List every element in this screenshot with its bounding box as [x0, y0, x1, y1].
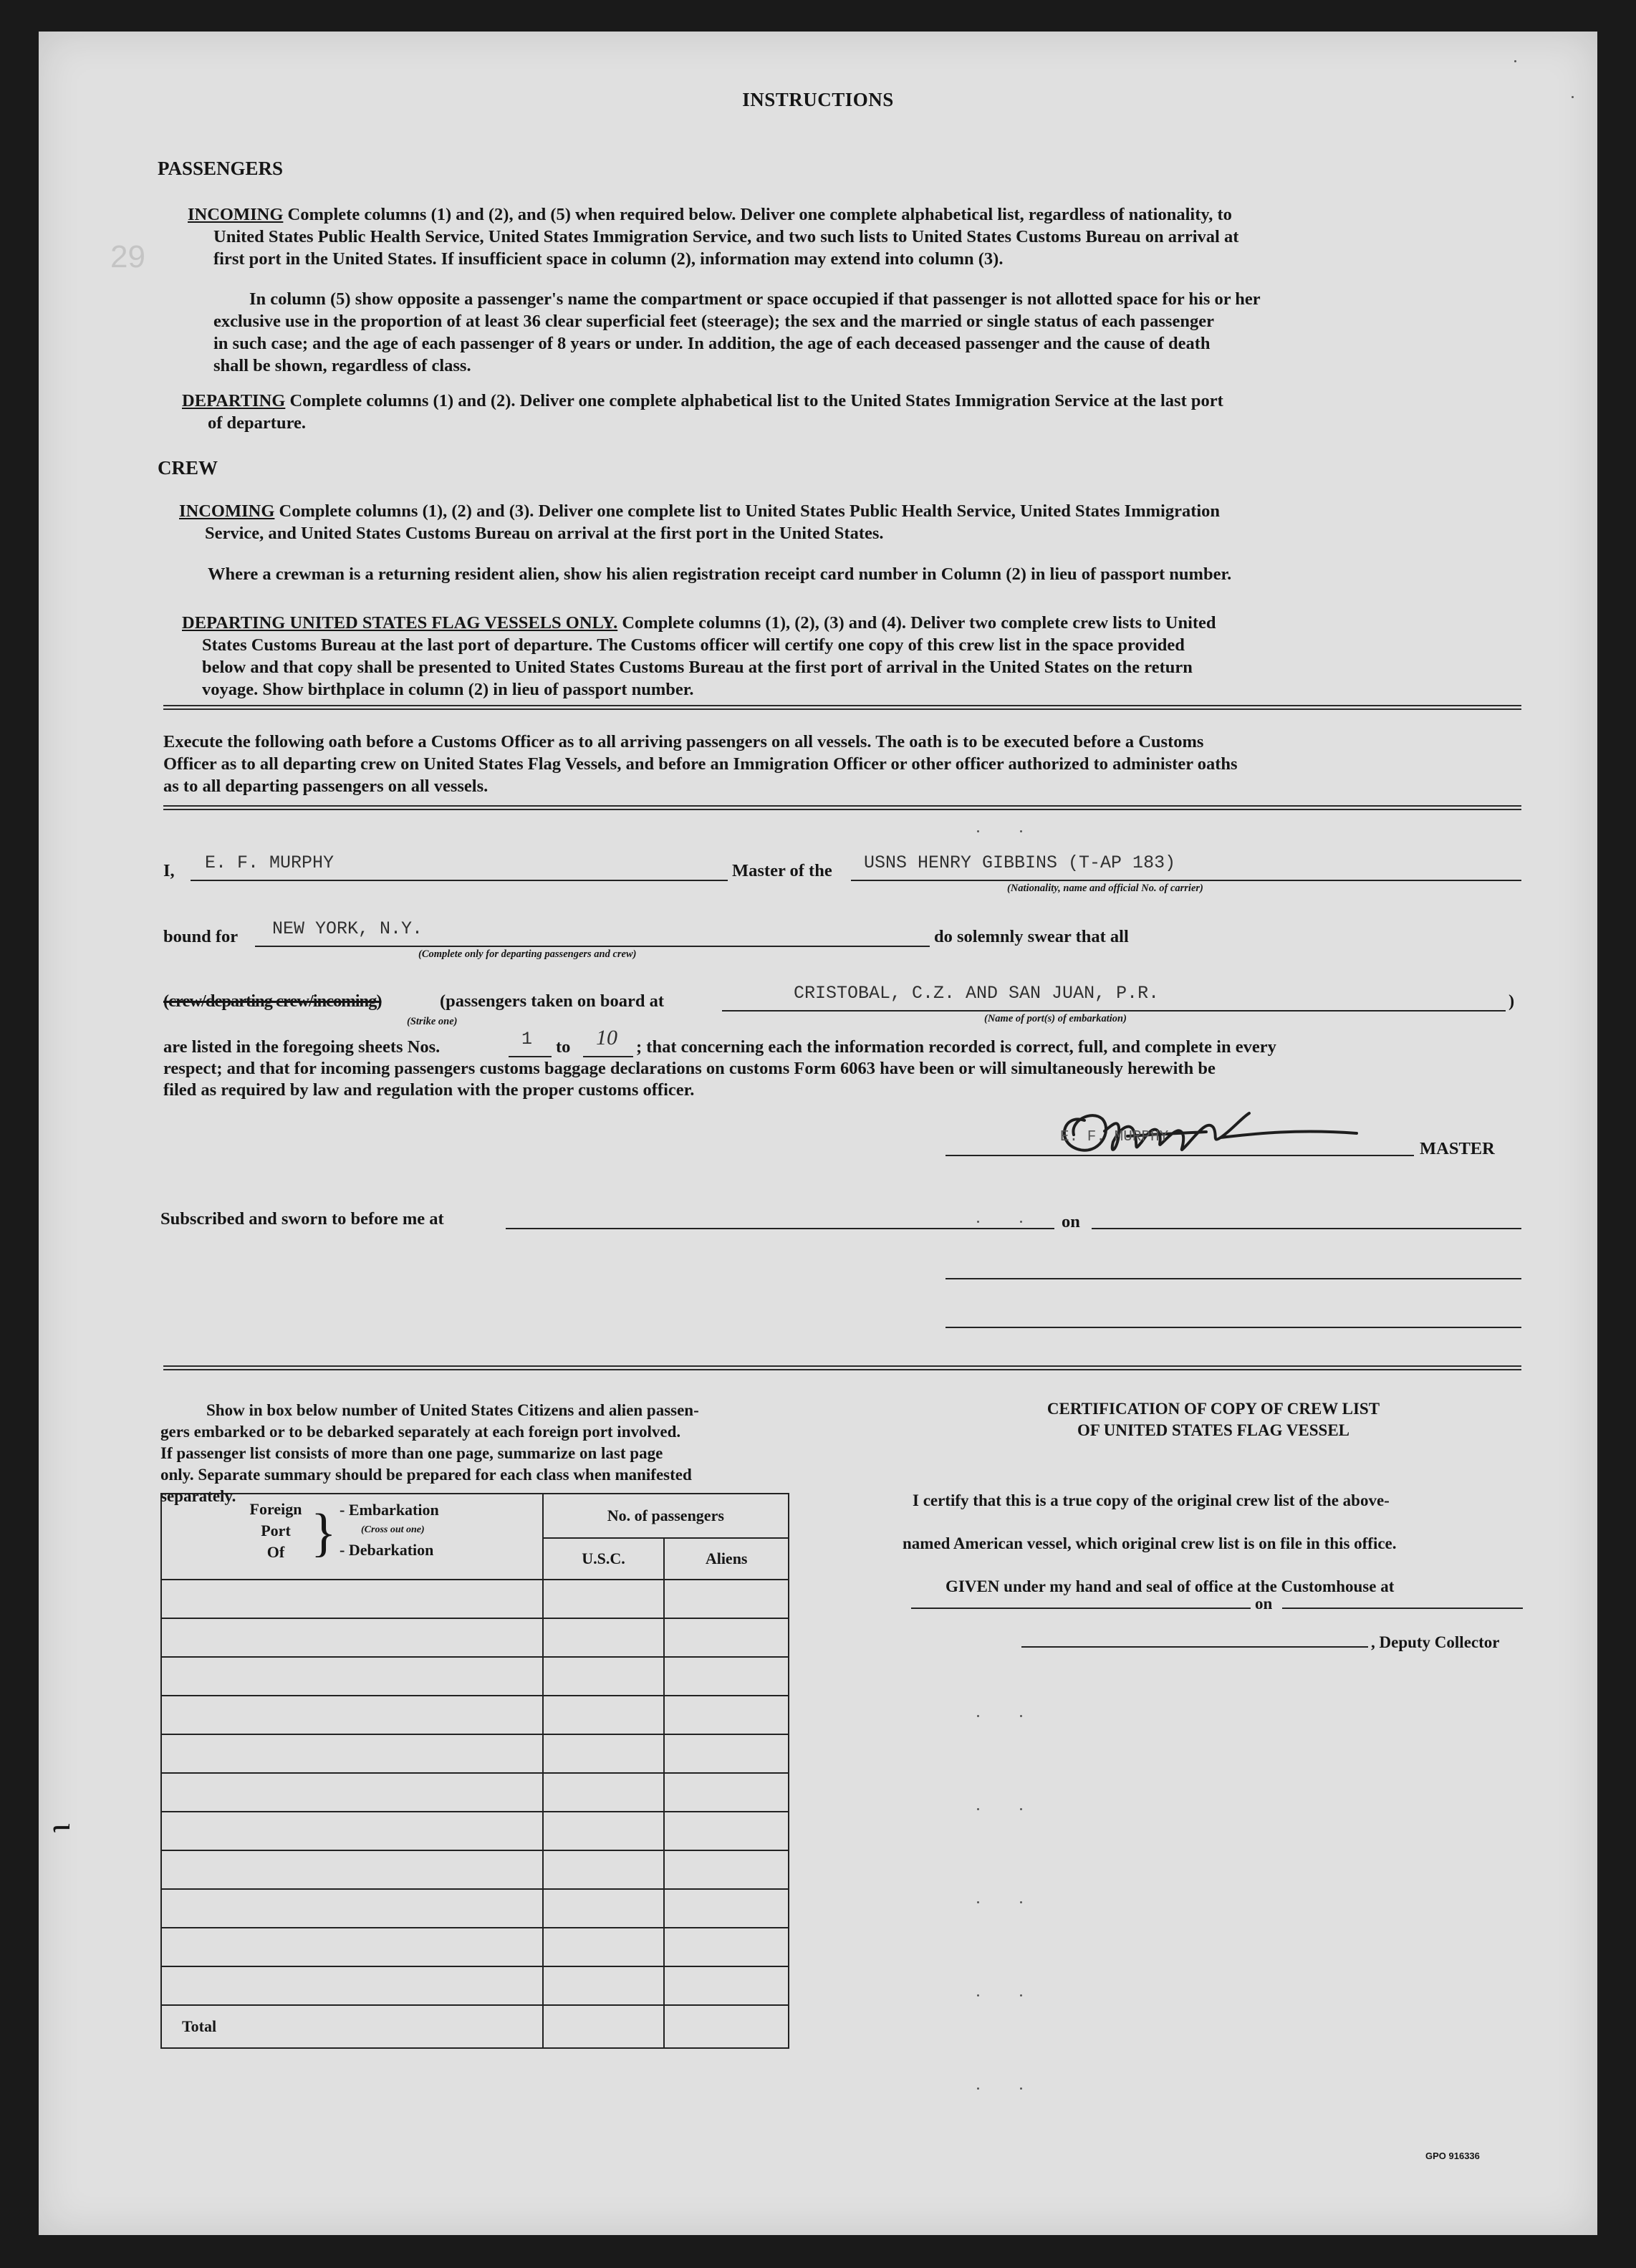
sworn-date-line[interactable]: [1092, 1228, 1521, 1229]
port-cell[interactable]: [161, 1734, 543, 1773]
ports-line: [722, 1010, 1506, 1012]
speck: [977, 1221, 979, 1223]
table-row: [161, 1850, 789, 1889]
col5-text-2: exclusive use in the proportion of at least 36 clear superficial feet (steerage); the sex and the married or single status of each passenger: [213, 312, 1214, 331]
listed-label: are listed in the foregoing sheets Nos.: [163, 1037, 441, 1057]
passengers-departing-text-1: Complete columns (1) and (2). Deliver one complete alphabetical list to the United States Immigration Service at the last port: [289, 391, 1223, 410]
aliens-cell[interactable]: [664, 1812, 789, 1850]
aliens-cell[interactable]: [664, 1889, 789, 1928]
table-row: [161, 1812, 789, 1850]
speck: [1020, 1994, 1022, 1996]
passengers-incoming-label: INCOMING: [188, 205, 284, 224]
signature-line: [945, 1155, 1414, 1156]
deputy-collector-line[interactable]: [1021, 1646, 1368, 1648]
usc-total-cell[interactable]: [543, 2005, 665, 2048]
speck: [1514, 60, 1516, 62]
usc-cell[interactable]: [543, 1812, 665, 1850]
aliens-cell[interactable]: [664, 1773, 789, 1812]
port-cell[interactable]: [161, 1657, 543, 1696]
aliens-cell[interactable]: [664, 1966, 789, 2005]
crew-incoming-label: INCOMING: [179, 501, 275, 521]
speck: [1020, 1715, 1022, 1717]
usc-cell[interactable]: [543, 1618, 665, 1657]
master-label: MASTER: [1420, 1139, 1495, 1158]
aliens-cell[interactable]: [664, 1618, 789, 1657]
to-label: to: [556, 1037, 571, 1057]
col5-text-4: shall be shown, regardless of class.: [213, 356, 471, 375]
sheet-from-field[interactable]: 1: [521, 1029, 533, 1049]
no-passengers-header: No. of passengers: [543, 1494, 789, 1538]
officer-line-1[interactable]: [945, 1278, 1521, 1279]
ports-field[interactable]: CRISTOBAL, C.Z. AND SAN JUAN, P.R.: [794, 983, 1160, 1004]
summary-line-3: If passenger list consists of more than one page, summarize on last page: [160, 1444, 663, 1462]
summary-note: [160, 1400, 877, 1507]
table-row: [161, 1773, 789, 1812]
crew-resident-text: Where a crewman is a returning resident alien, show his alien registration receipt card number in Column (2) in lieu of passport number.: [208, 564, 1232, 584]
oath-instructions-line-1: Execute the following oath before a Customs Officer as to all arriving passengers on all vessels. The oath is to be executed before a Customs: [163, 732, 1204, 751]
aliens-cell[interactable]: [664, 1734, 789, 1773]
oath-instructions-line-3: as to all departing passengers on all vessels.: [163, 777, 489, 796]
port-header-cell: [161, 1494, 543, 1580]
aliens-cell[interactable]: [664, 1696, 789, 1734]
customhouse-line[interactable]: [911, 1608, 1251, 1609]
table-row: [161, 1734, 789, 1773]
certification-line-2: named American vessel, which original crew list is on file in this office.: [903, 1534, 1397, 1552]
port-cell[interactable]: [161, 1773, 543, 1812]
usc-cell[interactable]: [543, 1657, 665, 1696]
margin-number: 29: [110, 239, 145, 274]
struck-out-text: (crew/departing crew/incoming): [163, 991, 382, 1011]
certification-title-2: OF UNITED STATES FLAG VESSEL: [1077, 1421, 1350, 1439]
close-paren: ): [1509, 991, 1515, 1011]
aliens-header: Aliens: [664, 1538, 789, 1580]
crew-heading: CREW: [158, 457, 218, 479]
aliens-cell[interactable]: [664, 1928, 789, 1966]
sheet-to-field[interactable]: 10: [596, 1026, 617, 1049]
usc-cell[interactable]: [543, 1696, 665, 1734]
col5-text-3: in such case; and the age of each passenger of 8 years or under. In addition, the age of each deceased passenger and the cause of death: [213, 334, 1211, 353]
crew-departing-label: DEPARTING UNITED STATES FLAG VESSELS ONLY.: [182, 613, 618, 633]
speck: [1020, 2087, 1022, 2090]
crew-incoming-text-2: Service, and United States Customs Bureau on arrival at the first port in the United States.: [205, 524, 884, 543]
passengers-incoming-text-3: first port in the United States. If insufficient space in column (2), information may extend into column (3).: [213, 249, 1004, 269]
table-row: [161, 1889, 789, 1928]
passengers-taken-label: (passengers taken on board at: [440, 991, 665, 1011]
usc-cell[interactable]: [543, 1580, 665, 1618]
passengers-departing-text-2: of departure.: [208, 413, 306, 433]
passengers-departing-block: [182, 390, 1507, 434]
port-cell[interactable]: [161, 1889, 543, 1928]
ports-caption: (Name of port(s) of embarkation): [984, 1013, 1127, 1024]
oath-instructions-line-2: Officer as to all departing crew on United States Flag Vessels, and before an Immigration Officer or other officer authorized to administer oaths: [163, 754, 1238, 774]
speck: [1020, 830, 1022, 832]
port-cell[interactable]: [161, 1618, 543, 1657]
table-row: [161, 1928, 789, 1966]
speck: [977, 2087, 979, 2090]
port-cell[interactable]: [161, 1812, 543, 1850]
certification-title: [905, 1398, 1521, 1441]
on-label: on: [1062, 1212, 1080, 1231]
crew-incoming-block: [179, 500, 1511, 544]
vessel-field[interactable]: USNS HENRY GIBBINS (T-AP 183): [864, 852, 1176, 873]
usc-cell[interactable]: [543, 1773, 665, 1812]
usc-cell[interactable]: [543, 1966, 665, 2005]
aliens-total-cell[interactable]: [664, 2005, 789, 2048]
respect-text: respect; and that for incoming passengers customs baggage declarations on customs Form 6063 have been or will simultaneously herewith be: [163, 1059, 1216, 1078]
aliens-cell[interactable]: [664, 1850, 789, 1889]
sworn-place-line[interactable]: [506, 1228, 1054, 1229]
usc-header: U.S.C.: [543, 1538, 665, 1580]
port-cell[interactable]: [161, 1580, 543, 1618]
passengers-incoming-text-2: United States Public Health Service, United States Immigration Service, and two such lists to United States Customs Bureau on arrival at: [213, 227, 1239, 246]
listed-text: ; that concerning each the information recorded is correct, full, and complete in every: [636, 1037, 1276, 1057]
oath-instructions: [163, 731, 1524, 797]
total-label: Total: [161, 2005, 543, 2048]
certification-line-3: GIVEN under my hand and seal of office at the Customhouse at: [945, 1577, 1395, 1595]
summary-line-1: Show in box below number of United States Citizens and alien passen-: [206, 1401, 699, 1419]
port-cell[interactable]: [161, 1696, 543, 1734]
passenger-summary-table: [160, 1493, 789, 2049]
speck: [1020, 1808, 1022, 1810]
sheet-from-line: [509, 1056, 552, 1057]
brace-glyph: }: [311, 1504, 337, 1562]
total-row: [161, 2005, 789, 2048]
summary-line-4: only. Separate summary should be prepared for each class when manifested: [160, 1466, 692, 1484]
aliens-cell[interactable]: [664, 1657, 789, 1696]
port-cell[interactable]: [161, 1928, 543, 1966]
speck: [977, 1808, 979, 1810]
foreign-label: Foreign: [249, 1500, 302, 1518]
officer-line-2[interactable]: [945, 1327, 1521, 1328]
certification-line-1: I certify that this is a true copy of the original crew list of the above-: [913, 1491, 1390, 1509]
speck: [977, 1994, 979, 1996]
speck: [977, 830, 979, 832]
sheet-to-line: [583, 1056, 633, 1057]
crew-departing-block: [182, 612, 1514, 701]
table-row: [161, 1657, 789, 1696]
deputy-collector-label: , Deputy Collector: [1371, 1633, 1500, 1651]
port-label: Port: [261, 1522, 291, 1539]
page-title: INSTRUCTIONS: [742, 89, 894, 110]
passengers-incoming-text-1: Complete columns (1) and (2), and (5) when required below. Deliver one complete alphabetical list, regardless of nationality, to: [287, 205, 1232, 224]
speck: [977, 1715, 979, 1717]
usc-cell[interactable]: [543, 1928, 665, 1966]
certification-on-label: on: [1255, 1595, 1273, 1613]
destination-caption: (Complete only for departing passengers and crew): [418, 948, 637, 960]
vessel-line: [851, 880, 1521, 881]
of-label: Of: [266, 1543, 285, 1561]
speck: [1020, 1901, 1022, 1903]
usc-cell[interactable]: [543, 1734, 665, 1773]
bound-for-label: bound for: [163, 927, 239, 946]
oath-i-label: I,: [163, 861, 175, 880]
filed-text: filed as required by law and regulation with the proper customs officer.: [163, 1080, 695, 1100]
summary-line-2: gers embarked or to be debarked separately at each foreign port involved.: [160, 1423, 681, 1441]
debarkation-label: - Debarkation: [340, 1541, 434, 1559]
document-sheet: [39, 32, 1597, 2235]
master-of-label: Master of the: [732, 861, 832, 880]
speck: [977, 1901, 979, 1903]
master-name-field[interactable]: E. F. MURPHY: [205, 852, 335, 873]
divider: [163, 805, 1521, 810]
passengers-col5-block: [213, 288, 1503, 377]
usc-cell[interactable]: [543, 1889, 665, 1928]
passengers-incoming-block: [188, 203, 1506, 270]
master-name-line: [191, 880, 728, 881]
swear-label: do solemnly swear that all: [934, 927, 1129, 946]
divider: [163, 705, 1521, 710]
table-row: [161, 1696, 789, 1734]
signature-typed-name: E. F. MURPHY: [1060, 1129, 1169, 1145]
crew-incoming-text-1: Complete columns (1), (2) and (3). Deliver one complete list to United States Public Health Service, United States Immigration: [279, 501, 1221, 521]
summary-line-5: separately.: [160, 1487, 236, 1505]
divider: [163, 1365, 1521, 1370]
subscribed-label: Subscribed and sworn to before me at: [160, 1209, 444, 1229]
destination-line: [255, 946, 930, 947]
passengers-departing-label: DEPARTING: [182, 391, 286, 410]
usc-cell[interactable]: [543, 1850, 665, 1889]
passengers-heading: PASSENGERS: [158, 158, 284, 179]
crew-departing-text-3: below and that copy shall be presented to United States Customs Bureau at the first port of arrival in the United States on the return: [202, 658, 1193, 677]
port-cell[interactable]: [161, 1850, 543, 1889]
vessel-caption: (Nationality, name and official No. of carrier): [1007, 883, 1203, 894]
embarkation-label: - Embarkation: [340, 1501, 439, 1519]
port-cell[interactable]: [161, 1966, 543, 2005]
certification-date-line[interactable]: [1282, 1608, 1523, 1609]
table-row: [161, 1580, 789, 1618]
certification-title-1: CERTIFICATION OF COPY OF CREW LIST: [1046, 1400, 1380, 1418]
margin-mark: ɩ: [45, 1823, 84, 1832]
crew-departing-text-1: Complete columns (1), (2), (3) and (4). Deliver two complete crew lists to United: [622, 613, 1216, 633]
speck: [1020, 1221, 1022, 1223]
destination-field[interactable]: NEW YORK, N.Y.: [272, 918, 423, 939]
gpo-code: GPO 916336: [1425, 2151, 1480, 2161]
aliens-cell[interactable]: [664, 1580, 789, 1618]
speck: [1572, 96, 1574, 98]
table-row: [161, 1966, 789, 2005]
table-row: [161, 1618, 789, 1657]
cross-out-caption: (Cross out one): [361, 1524, 425, 1535]
strike-one-caption: (Strike one): [407, 1016, 458, 1027]
crew-departing-text-4: voyage. Show birthplace in column (2) in lieu of passport number.: [202, 680, 694, 699]
crew-departing-text-2: States Customs Bureau at the last port of departure. The Customs officer will certify one copy of this crew list in the space provided: [202, 635, 1185, 655]
col5-text-1: In column (5) show opposite a passenger's name the compartment or space occupied if that passenger is not allotted space for his or her: [249, 289, 1261, 309]
